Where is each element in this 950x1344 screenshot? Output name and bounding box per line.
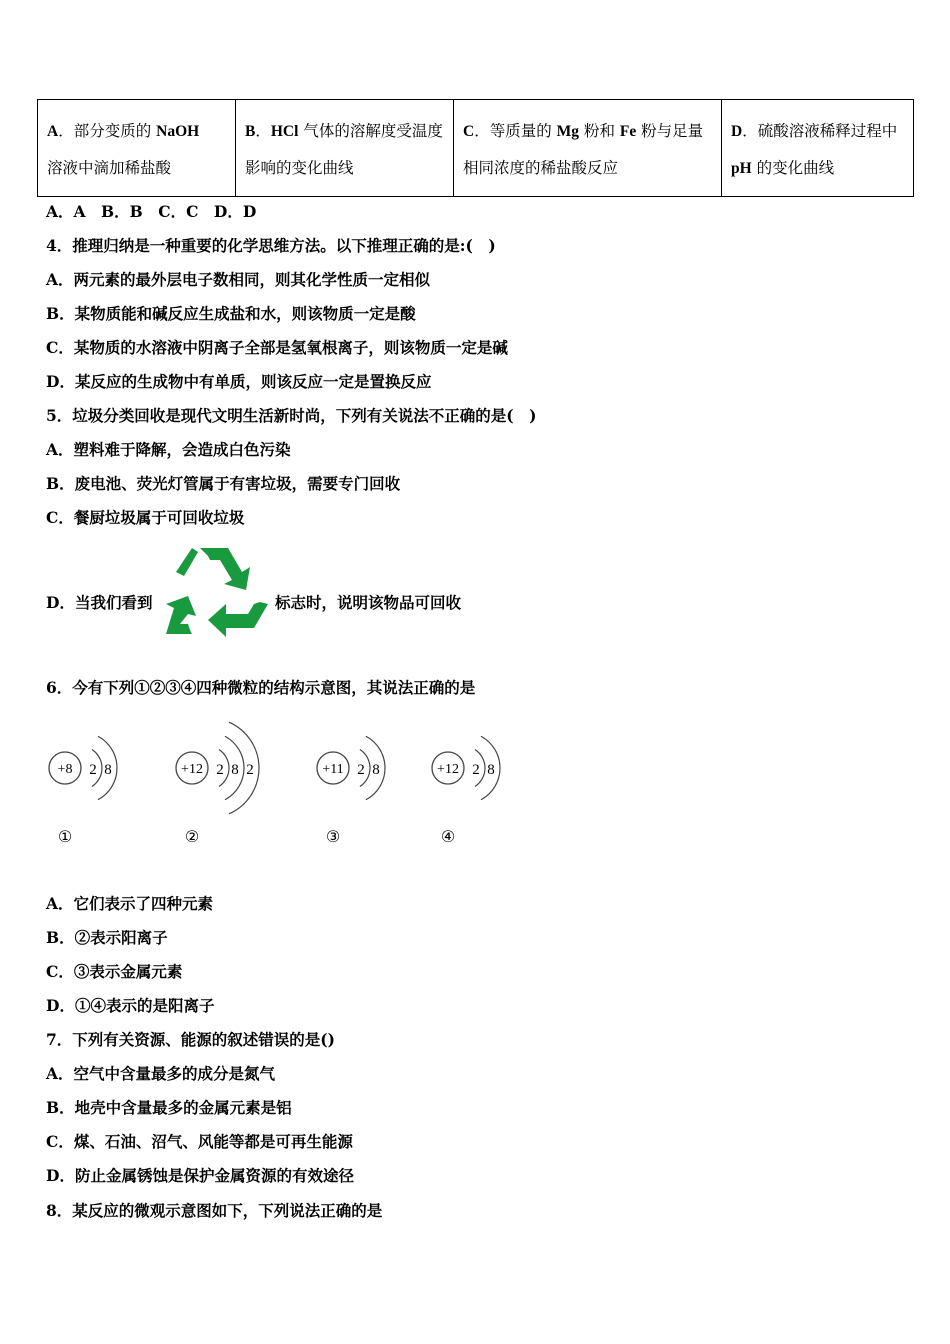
cell-text: 粉与足量相同浓度的稀盐酸反应 [463,122,704,177]
particle-diagram [49,736,117,846]
nucleus-charge: +11 [322,762,344,777]
cell-letter: B [245,123,256,140]
q6-stem: 6．今有下列①②③④四种微粒的结构示意图，其说法正确的是 [46,678,476,697]
cell-text: 溶液中滴加稀盐酸 [47,159,172,177]
q4-stem: 4．推理归纳是一种重要的化学思维方法。以下推理正确的是:( ) [46,236,496,255]
cell-formula: NaOH [156,123,200,140]
particle-label: ② [184,827,200,846]
q4-option-b: B．某物质能和碱反应生成盐和水，则该物质一定是酸 [46,304,416,323]
nucleus-charge: +12 [437,762,459,777]
cell-formula: pH [731,160,752,177]
table-cell-a [38,100,236,197]
q4-option-a: A．两元素的最外层电子数相同，则其化学性质一定相似 [46,270,431,289]
cell-text: ． [255,122,271,140]
particle-diagram [432,736,500,846]
shell-electron-count: 2 [89,762,97,778]
q6-option-b: B．②表示阳离子 [46,928,168,947]
shell-electron-count: 8 [487,762,495,778]
cell-text: ．硫酸溶液稀释过程中 [742,122,898,140]
options-table [37,99,914,197]
shell-electron-count: 2 [472,762,480,778]
q5-stem: 5．垃圾分类回收是现代文明生活新时尚，下列有关说法不正确的是( ) [46,406,537,425]
cell-text: 的变化曲线 [751,159,835,177]
shell-electron-count: 2 [246,762,254,778]
particle-label: ① [57,827,73,846]
q5-option-b: B．废电池、荧光灯管属于有害垃圾，需要专门回收 [46,474,401,493]
cell-formula: Fe [619,123,637,140]
cell-formula: Mg [556,123,580,140]
cell-letter: A [47,123,59,140]
cell-formula: HCl [270,123,299,140]
particle-label: ③ [325,827,341,846]
particle-diagrams [40,710,540,860]
q6-option-c: C．③表示金属元素 [46,962,183,981]
q5-option-d-suffix: 标志时，说明该物品可回收 [275,593,462,612]
nucleus-charge: +8 [57,762,73,777]
q5-option-d-prefix: D．当我们看到 [46,593,153,612]
q4-option-d: D．某反应的生成物中有单质，则该反应一定是置换反应 [46,372,432,391]
table-cell-d [722,100,914,197]
q7-stem: 7．下列有关资源、能源的叙述错误的是() [46,1030,335,1049]
particle-label: ④ [440,827,456,846]
shell-electron-count: 2 [357,762,365,778]
q7-option-b: B．地壳中含量最多的金属元素是铝 [46,1098,292,1117]
recycle-icon [162,542,272,638]
cell-text: ．部分变质的 [58,122,157,140]
nucleus-charge: +12 [181,762,203,777]
cell-text: 粉和 [579,122,620,140]
q6-option-d: D．①④表示的是阳离子 [46,996,215,1015]
q4-option-c: C．某物质的水溶液中阴离子全部是氢氧根离子，则该物质一定是碱 [46,338,508,357]
shell-electron-count: 8 [104,762,112,778]
shell-electron-count: 8 [372,762,380,778]
table-cell-c [454,100,722,197]
shell-electron-count: 2 [216,762,224,778]
q8-stem: 8．某反应的微观示意图如下，下列说法正确的是 [46,1201,383,1220]
q7-option-a: A．空气中含量最多的成分是氮气 [46,1064,276,1083]
q7-option-d: D．防止金属锈蚀是保护金属资源的有效途径 [46,1166,354,1185]
atom-structure-svg [40,710,540,860]
shell-electron-count: 8 [231,762,239,778]
q5-option-a: A．塑料难于降解，会造成白色污染 [46,440,291,459]
q7-option-c: C．煤、石油、沼气、风能等都是可再生能源 [46,1132,353,1151]
q3-answer-choices: A．A B．B C．C D．D [46,202,257,221]
table-cell-b [236,100,454,197]
q6-option-a: A．它们表示了四种元素 [46,894,214,913]
q5-option-c: C．餐厨垃圾属于可回收垃圾 [46,508,245,527]
cell-text: ．等质量的 [474,122,557,140]
cell-text: 气体的溶解度受温度影响的变化曲线 [245,122,443,177]
cell-letter: C [463,123,475,140]
particle-diagram [176,722,259,846]
cell-letter: D [731,123,743,140]
particle-diagram [317,736,385,846]
